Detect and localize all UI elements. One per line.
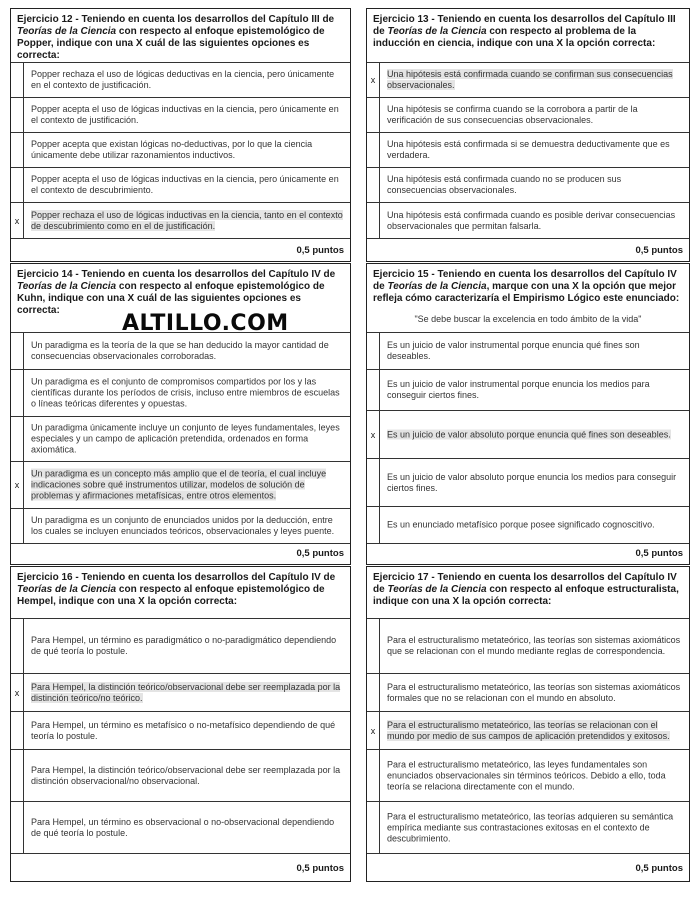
answer-mark-cell[interactable]: [11, 619, 24, 673]
exercise-15-score-row: [367, 543, 689, 565]
exercise-17-option-4[interactable]: Para el estructuralismo metateórico, las leyes fundamentales son enunciados observacionales sin términos teóricos. Debido a ello, toda teoría se relaciona directamente con el mundo.: [367, 749, 689, 801]
answer-mark-cell[interactable]: [11, 63, 24, 97]
answer-mark-cell[interactable]: [367, 619, 380, 673]
score-label: 0,5 puntos: [296, 245, 344, 256]
selected-answer-text: Una hipótesis está confirmada cuando se confirman sus consecuencias observacionales.: [387, 69, 673, 90]
exercise-16-option-3[interactable]: Para Hempel, un término es metafísico o no-metafísico dependiendo de qué teoría lo postule.: [11, 711, 350, 749]
answer-mark-cell[interactable]: [11, 417, 24, 461]
answer-mark-cell[interactable]: [367, 370, 380, 410]
exercise-14-panel: [10, 263, 351, 565]
statement-quote: "Se debe buscar la excelencia en todo ámbito de la vida": [414, 314, 642, 324]
exercise-14-option-5[interactable]: Un paradigma es un conjunto de enunciados unidos por la deducción, entre los cuales se incluyen enunciados teóricos, observacionales y leyes puente.: [11, 508, 350, 543]
exercise-14-option-2[interactable]: Un paradigma es el conjunto de compromisos compartidos por los y las científicas durante los períodos de crisis, incluso entre miembros de escuelas o líneas teóricas diferentes y opuestas.: [11, 369, 350, 416]
exercise-14-option-3[interactable]: Un paradigma únicamente incluye un conjunto de leyes fundamentales, leyes especiales y un campo de aplicación pretendida, ordenados en forma axiomática.: [11, 416, 350, 461]
exercise-12-option-4[interactable]: Popper acepta el uso de lógicas inductivas en la ciencia, pero únicamente en el contexto de descubrimiento.: [11, 167, 350, 202]
score-label: 0,5 puntos: [635, 548, 683, 559]
exercise-17-panel: [366, 566, 690, 882]
answer-mark-cell[interactable]: x: [11, 203, 24, 238]
answer-mark-cell[interactable]: [11, 712, 24, 749]
answer-mark-cell[interactable]: [367, 459, 380, 506]
exercise-15-panel: [366, 263, 690, 565]
score-label: 0,5 puntos: [635, 863, 683, 874]
altillo-logo: ALTILLO.COM: [122, 311, 289, 336]
exercise-12-question: Ejercicio 12 - Teniendo en cuenta los desarrollos del Capítulo III de Teorías de la Ciencia con respecto al enfoque epistemológico de Popper, indique con una X cuál de las siguientes opciones es correcta:: [17, 14, 335, 61]
exercise-16-option-4[interactable]: Para Hempel, la distinción teórico/observacional debe ser reemplazada por la distinción observacional/no observacional.: [11, 749, 350, 801]
exercise-15-option-2[interactable]: Es un juicio de valor instrumental porque enuncia los medios para conseguir ciertos fines.: [367, 369, 689, 410]
exercise-13-option-1[interactable]: [367, 62, 689, 97]
answer-mark-cell[interactable]: [11, 98, 24, 132]
exercise-15-question: Ejercicio 15 - Teniendo en cuenta los desarrollos del Capítulo IV de Teorías de la Ciencia, marque con una X la opción que mejor refleja cómo caracterizaría el Empirismo Lógico este enunciado:: [373, 269, 680, 304]
exercise-15-option-3[interactable]: [367, 410, 689, 458]
exercise-17-option-1[interactable]: Para el estructuralismo metateórico, las teorías son sistemas axiomáticos que se relacionan con el mundo mediante reglas de correspondencia.: [367, 618, 689, 673]
answer-mark-cell[interactable]: [367, 203, 380, 238]
answer-mark-cell[interactable]: x: [367, 411, 380, 458]
selected-answer-text: Para Hempel, la distinción teórico/observacional debe ser reemplazada por la distinción teórico/no teórico.: [31, 681, 341, 703]
exercise-13-option-5[interactable]: Una hipótesis está confirmada cuando es posible derivar consecuencias observacionales que permitan falsarla.: [367, 202, 689, 238]
answer-mark-cell[interactable]: [367, 333, 380, 369]
exercise-16-question: Ejercicio 16 - Teniendo en cuenta los desarrollos del Capítulo IV de Teorías de la Ciencia con respecto al enfoque epistemológico de Hempel, indique con una X la opción correcta:: [17, 572, 336, 607]
exercise-12-panel: [10, 8, 351, 262]
exercise-17-score-row: [367, 853, 689, 882]
exercise-17-option-3[interactable]: [367, 711, 689, 749]
exercise-15-option-4[interactable]: Es un juicio de valor absoluto porque enuncia los medios para conseguir ciertos fines.: [367, 458, 689, 506]
exercise-14-score-row: [11, 543, 350, 565]
exercise-14-option-4[interactable]: [11, 461, 350, 508]
exercise-16-score-row: [11, 853, 350, 882]
answer-mark-cell[interactable]: [11, 370, 24, 416]
exercise-13-panel: [366, 8, 690, 262]
score-label: 0,5 puntos: [296, 863, 344, 874]
answer-mark-cell[interactable]: [367, 133, 380, 167]
answer-mark-cell[interactable]: x: [11, 462, 24, 508]
answer-mark-cell[interactable]: [11, 509, 24, 543]
selected-answer-text: Un paradigma es un concepto más amplio que el de teoría, el cual incluye indicaciones sobre qué instrumentos utilizar, modelos de solución de problemas y afirmaciones metafísicas, entre otros elementos.: [31, 468, 327, 501]
answer-mark-cell[interactable]: [367, 802, 380, 853]
exercise-15-option-5[interactable]: Es un enunciado metafísico porque posee significado cognoscitivo.: [367, 506, 689, 543]
answer-mark-cell[interactable]: [11, 802, 24, 853]
answer-mark-cell[interactable]: [11, 133, 24, 167]
selected-answer-text: Es un juicio de valor absoluto porque enuncia qué fines son deseables.: [387, 429, 671, 439]
exercise-16-option-5[interactable]: Para Hempel, un término es observacional o no-observacional dependiendo de qué teoría lo postule.: [11, 801, 350, 853]
exercise-14-question: Ejercicio 14 - Teniendo en cuenta los desarrollos del Capítulo IV de Teorías de la Ciencia con respecto al enfoque epistemológico de Kuhn, indique con una X cuál de las siguientes opciones es correcta:: [17, 269, 336, 316]
score-label: 0,5 puntos: [635, 245, 683, 256]
exercise-17-question: Ejercicio 17 - Teniendo en cuenta los desarrollos del Capítulo IV de Teorías de la Ciencia con respecto al enfoque estructuralista, indique con una X la opción correcta:: [373, 572, 679, 607]
exercise-13-option-2[interactable]: Una hipótesis se confirma cuando se la corrobora a partir de la verificación de sus consecuencias observacionales.: [367, 97, 689, 132]
exercise-15-option-1[interactable]: Es un juicio de valor instrumental porque enuncia qué fines son deseables.: [367, 332, 689, 369]
answer-mark-cell[interactable]: x: [11, 674, 24, 711]
answer-mark-cell[interactable]: [367, 674, 380, 711]
answer-mark-cell[interactable]: [11, 168, 24, 202]
score-label: 0,5 puntos: [296, 548, 344, 559]
exercise-16-option-1[interactable]: Para Hempel, un término es paradigmático o no-paradigmático dependiendo de qué teoría lo postule.: [11, 618, 350, 673]
answer-mark-cell[interactable]: x: [367, 712, 380, 749]
selected-answer-text: Para el estructuralismo metateórico, las teorías se relacionan con el mundo por medio de sus campos de aplicación pretendidos y exitosos.: [387, 719, 670, 741]
answer-mark-cell[interactable]: [367, 168, 380, 202]
answer-mark-cell[interactable]: [367, 98, 380, 132]
exercise-17-option-5[interactable]: Para el estructuralismo metateórico, las teorías adquieren su semántica empírica mediante sus contrastaciones exitosas en el contexto de descubrimiento.: [367, 801, 689, 853]
exercise-14-option-1[interactable]: Un paradigma es la teoría de la que se han deducido la mayor cantidad de consecuencias observacionales corroboradas.: [11, 332, 350, 369]
exercise-13-score-row: [367, 238, 689, 262]
answer-mark-cell[interactable]: [367, 750, 380, 801]
answer-mark-cell[interactable]: [367, 507, 380, 543]
exercise-16-option-2[interactable]: [11, 673, 350, 711]
exercise-13-option-4[interactable]: Una hipótesis está confirmada cuando no se producen sus consecuencias observacionales.: [367, 167, 689, 202]
exercise-12-option-3[interactable]: Popper acepta que existan lógicas no-deductivas, por lo que la ciencia únicamente debe utilizar razonamientos inductivos.: [11, 132, 350, 167]
exercise-13-question: Ejercicio 13 - Teniendo en cuenta los desarrollos del Capítulo III de Teorías de la Ciencia con respecto al problema de la inducción en ciencia, indique con una X la opción correcta:: [373, 14, 676, 49]
answer-mark-cell[interactable]: [11, 333, 24, 369]
exercise-12-score-row: [11, 238, 350, 262]
exercise-12-option-1[interactable]: Popper rechaza el uso de lógicas deductivas en la ciencia, pero únicamente en el contexto de justificación.: [11, 62, 350, 97]
exercise-13-option-3[interactable]: Una hipótesis está confirmada si se demuestra deductivamente que es verdadera.: [367, 132, 689, 167]
exercise-12-option-5[interactable]: [11, 202, 350, 238]
exercise-17-option-2[interactable]: Para el estructuralismo metateórico, las teorías son sistemas axiomáticos formales que no se relacionan con el mundo en absoluto.: [367, 673, 689, 711]
exercise-16-panel: [10, 566, 351, 882]
selected-answer-text: Popper rechaza el uso de lógicas inductivas en la ciencia, tanto en el contexto de descubrimiento como en el de justificación.: [31, 209, 343, 231]
exercise-12-option-2[interactable]: Popper acepta el uso de lógicas inductivas en la ciencia, pero únicamente en el contexto de justificación.: [11, 97, 350, 132]
answer-mark-cell[interactable]: [11, 750, 24, 801]
answer-mark-cell[interactable]: x: [367, 63, 380, 97]
